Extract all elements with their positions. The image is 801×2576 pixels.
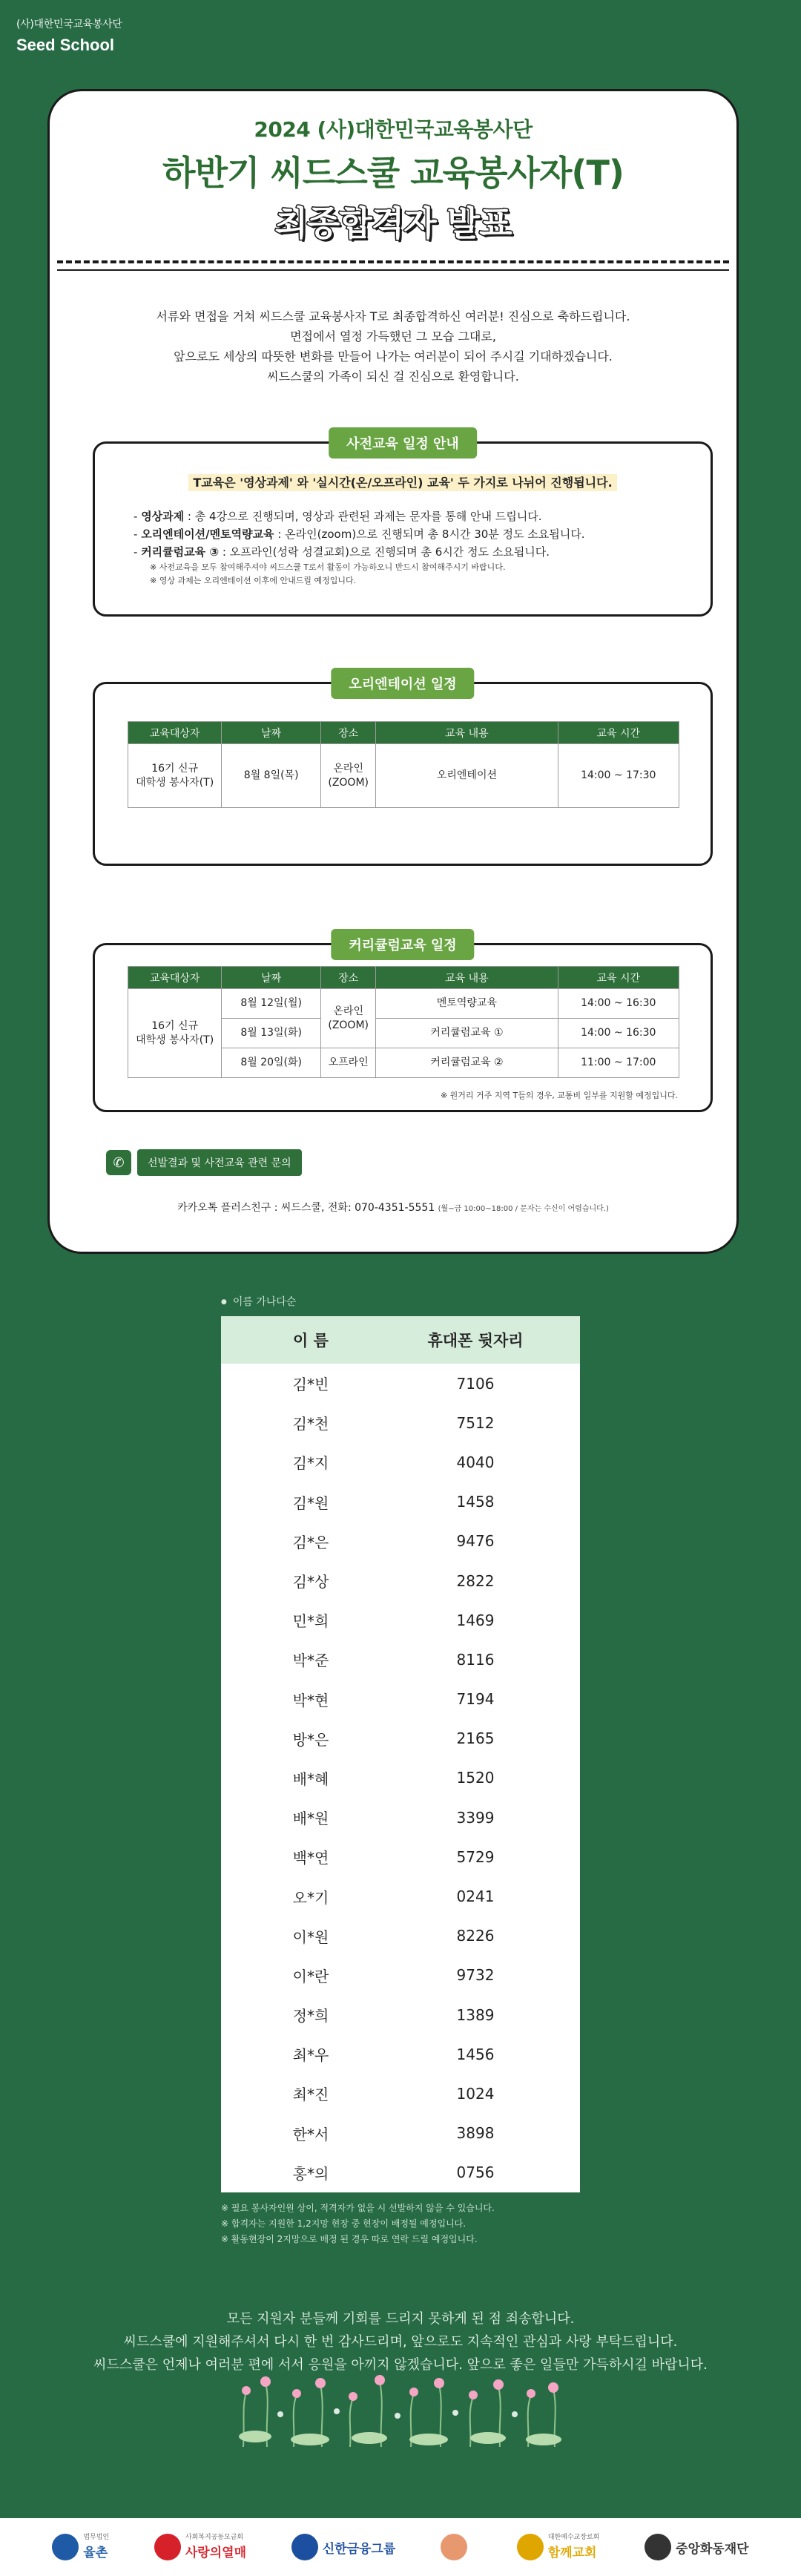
circle-seal-logo-icon (441, 2534, 467, 2560)
passer-name: 이*원 (292, 1928, 329, 1946)
list-item (221, 1956, 580, 1995)
sponsor-logo (52, 2534, 109, 2560)
sponsor-logo (645, 2534, 749, 2560)
list-item (221, 2114, 580, 2153)
list-item (221, 1442, 580, 1482)
sponsor-logo (441, 2534, 472, 2560)
list-item (221, 2074, 580, 2113)
org-name: (사)대한민국교육봉사단 (16, 19, 122, 30)
passer-name: 김*원 (292, 1494, 329, 1512)
title-year-org: 2024 (사)대한민국교육봉사단 (254, 117, 533, 142)
passer-name: 방*은 (292, 1730, 329, 1749)
list-item (221, 1837, 580, 1876)
pre-education-section (93, 436, 713, 617)
passer-name: 민*희 (292, 1612, 329, 1631)
phone-last-digits: 8116 (456, 1650, 495, 1669)
phone-last-digits: 3898 (456, 2124, 495, 2143)
sponsor-name: 함께교회 (547, 2546, 597, 2560)
closing-line: 모든 지원자 분들께 기회를 드리지 못하게 된 점 죄송합니다. (226, 2311, 575, 2327)
passer-name: 백*연 (292, 1849, 329, 1867)
intro-line: 서류와 면접을 거쳐 씨드스쿨 교육봉사자 T로 최종합격하신 여러분! 진심으로 축하드립니다. (156, 309, 630, 323)
table-row: 8월 13일(화) 커리큘럼교육 ① 14:00 ~ 16:30 (128, 1019, 679, 1048)
contact-info (50, 1200, 736, 1215)
list-item (221, 1600, 580, 1640)
contact-hours: (월~금 10:00~18:00 / 문자는 수신이 어렵습니다.) (438, 1205, 609, 1213)
curriculum-footnote: ※ 원거리 거주 지역 T들의 경우, 교통비 일부를 지원할 예정입니다. (440, 1091, 678, 1100)
table-row: 16기 신규 대학생 봉사자(T) 8월 12일(월) 온라인 (ZOOM) 멘토역량교육 14:00 ~ 16:30 (128, 989, 679, 1019)
sponsor-name: 중앙화동재단 (676, 2541, 749, 2557)
phone-last-digits: 0241 (456, 1887, 495, 1906)
dashed-divider (57, 260, 729, 271)
passer-name: 배*혜 (292, 1770, 329, 1788)
footnote: ※ 합격자는 지원한 1,2지망 현장 중 현장이 배정될 예정입니다. (221, 2218, 467, 2229)
passer-name: 한*서 (292, 2125, 329, 2143)
pre-education-highlight: T교육은 '영상과제' 와 '실시간(온/오프라인) 교육' 두 가지로 나뉘어 진행됩니다. (95, 473, 711, 490)
passer-name: 김*상 (292, 1573, 329, 1591)
phone-last-digits: 1520 (456, 1769, 495, 1787)
sponsor-subtitle: 대한예수교장로회 (547, 2534, 600, 2541)
list-item (221, 1561, 580, 1600)
table-header-row: 교육대상자 날짜 장소 교육 내용 교육 시간 (128, 722, 679, 744)
sponsor-logo (517, 2534, 600, 2560)
brand-header (16, 16, 122, 55)
curriculum-label: 커리큘럼교육 일정 (331, 929, 474, 960)
passer-name: 김*지 (292, 1454, 329, 1473)
phone-icon: ✆ (106, 1150, 131, 1175)
phone-last-digits: 4040 (456, 1453, 495, 1471)
intro-line: 앞으로도 세상의 따뜻한 변화를 만들어 나가는 여러분이 되어 주시길 기대하겠습니다. (174, 349, 613, 364)
sponsor-name: 신한금융그룹 (322, 2541, 396, 2557)
sponsor-bar (0, 2518, 801, 2576)
list-item (221, 1640, 580, 1679)
curriculum-table (128, 966, 679, 1078)
footnote: ※ 활동현장이 2지망으로 배정 된 경우 따로 연락 드릴 예정입니다. (221, 2234, 478, 2244)
announcement-card (47, 89, 739, 1254)
hamkke-church-logo-icon (517, 2534, 544, 2560)
passer-name: 최*진 (292, 2086, 329, 2104)
passer-name: 오*기 (292, 1888, 329, 1907)
table-row: 8월 20일(화) 오프라인 커리큘럼교육 ② 11:00 ~ 17:00 (128, 1048, 679, 1078)
orientation-table (128, 721, 679, 808)
orientation-section (93, 677, 713, 866)
passer-name: 박*현 (292, 1691, 329, 1709)
sponsor-subtitle: 법무법인 (83, 2534, 110, 2541)
passer-name: 김*은 (292, 1533, 329, 1551)
note: ※ 사전교육을 모두 참여해주셔야 씨드스쿨 T로서 활동이 가능하오니 반드시 참여해주시기 바랍니다. (150, 562, 506, 572)
seed-school-logo: Seed School (16, 36, 115, 54)
table-row: 16기 신규 대학생 봉사자(T) 8월 8일(목) 온라인 (ZOOM) 오리엔테이션 14:00 ~ 17:30 (128, 744, 679, 808)
passer-name: 배*원 (292, 1810, 329, 1828)
phone-last-digits: 1389 (456, 2005, 495, 2024)
phone-last-digits: 2822 (456, 1571, 495, 1590)
passer-name: 이*란 (292, 1967, 329, 1985)
phone-last-digits: 7194 (456, 1690, 495, 1709)
flower-illustration (228, 2362, 571, 2447)
phone-last-digits: 8226 (456, 1927, 495, 1945)
passer-name: 최*우 (292, 2046, 329, 2065)
jungang-foundation-logo-icon (645, 2534, 671, 2560)
phone-header: 휴대폰 뒷자리 (427, 1332, 524, 1350)
name-header: 이 름 (293, 1332, 329, 1350)
list-item: - 커리큘럼교육 ③ : 오프라인(성락 성결교회)으로 진행되며 총 6시간 정도 소요됩니다. (134, 545, 550, 559)
footnotes (221, 2201, 495, 2247)
phone-last-digits: 1456 (456, 2045, 495, 2063)
list-item: - 오리엔테이션/멘토역량교육 : 온라인(zoom)으로 진행되며 총 8시간 30분 정도 소요됩니다. (134, 528, 585, 541)
passer-name: 김*천 (292, 1415, 329, 1433)
list-item (221, 1798, 580, 1837)
sponsor-name: 율촌 (83, 2546, 108, 2560)
list-item (221, 1719, 580, 1758)
phone-last-digits: 1024 (456, 2084, 495, 2103)
list-header (221, 1316, 580, 1364)
sponsor-subtitle: 사회복지공동모금회 (185, 2534, 244, 2541)
list-item (221, 2153, 580, 2192)
shinhan-logo-icon (291, 2534, 318, 2560)
contact-label: 선발결과 및 사전교육 관련 문의 (137, 1149, 302, 1176)
list-item (221, 1876, 580, 1916)
sponsor-logo (291, 2534, 396, 2560)
passer-name: 박*준 (292, 1652, 329, 1670)
passer-name: 정*희 (292, 2007, 329, 2025)
yulchon-logo-icon (52, 2534, 79, 2560)
list-item (221, 1403, 580, 1442)
intro-text (50, 306, 736, 387)
title-final-result: 최종합격자 발표 (274, 203, 512, 243)
list-item (221, 1758, 580, 1798)
curriculum-section (93, 938, 713, 1112)
passer-name: 김*빈 (292, 1376, 329, 1394)
phone-last-digits: 9732 (456, 1966, 495, 1985)
contact-details[interactable]: 카카오톡 플러스친구 : 씨드스쿨, 전화: 070-4351-5551 (177, 1202, 435, 1214)
phone-last-digits: 7512 (456, 1413, 495, 1432)
title-program: 하반기 씨드스쿨 교육봉사자(T) (162, 153, 624, 193)
footnote: ※ 필요 봉사자인원 상이, 적격자가 없을 시 선발하지 않을 수 있습니다. (221, 2203, 495, 2213)
intro-line: 씨드스쿨의 가족이 되신 걸 진심으로 환영합니다. (267, 369, 519, 384)
pre-education-list (134, 507, 696, 588)
phone-last-digits: 1458 (456, 1493, 495, 1511)
phone-last-digits: 5729 (456, 1847, 495, 1866)
list-item (221, 1364, 580, 1403)
list-item: - 영상과제 : 총 4강으로 진행되며, 영상과 관련된 과제는 문자를 통해 안내 드립니다. (134, 510, 542, 523)
list-item (221, 1522, 580, 1561)
phone-last-digits: 3399 (456, 1808, 495, 1827)
phone-last-digits: 7106 (456, 1374, 495, 1393)
phone-last-digits: 1469 (456, 1611, 495, 1629)
orientation-label: 오리엔테이션 일정 (331, 668, 474, 699)
list-item (221, 2034, 580, 2074)
closing-line: 씨드스쿨에 지원해주셔서 다시 한 번 감사드리며, 앞으로도 지속적인 관심과 사랑 부탁드립니다. (123, 2334, 678, 2350)
list-item (221, 1916, 580, 1956)
passers-list (221, 1316, 580, 2192)
phone-last-digits: 2165 (456, 1729, 495, 1748)
list-item (221, 1482, 580, 1522)
list-item (221, 1995, 580, 2034)
contact-row (106, 1149, 302, 1176)
note: ※ 영상 과제는 오리엔테이션 이후에 안내드릴 예정입니다. (150, 576, 357, 585)
closing-line: 씨드스쿨은 언제나 여러분 편에 서서 응원을 아끼지 않겠습니다. 앞으로 좋은 일들만 가득하시길 바랍니다. (93, 2357, 708, 2373)
love-fruit-logo-icon (154, 2534, 181, 2560)
passer-name: 홍*의 (292, 2164, 329, 2183)
sponsor-logo (154, 2534, 246, 2560)
intro-line: 면접에서 열정 가득했던 그 모습 그대로, (290, 329, 496, 344)
list-caption: ● 이름 가나다순 (221, 1294, 296, 1309)
phone-last-digits: 9476 (456, 1532, 495, 1551)
table-header-row: 교육대상자 날짜 장소 교육 내용 교육 시간 (128, 967, 679, 989)
phone-last-digits: 0756 (456, 2163, 495, 2182)
pre-education-label: 사전교육 일정 안내 (329, 427, 477, 459)
sponsor-name: 사랑의열매 (185, 2546, 246, 2560)
list-item (221, 1680, 580, 1719)
